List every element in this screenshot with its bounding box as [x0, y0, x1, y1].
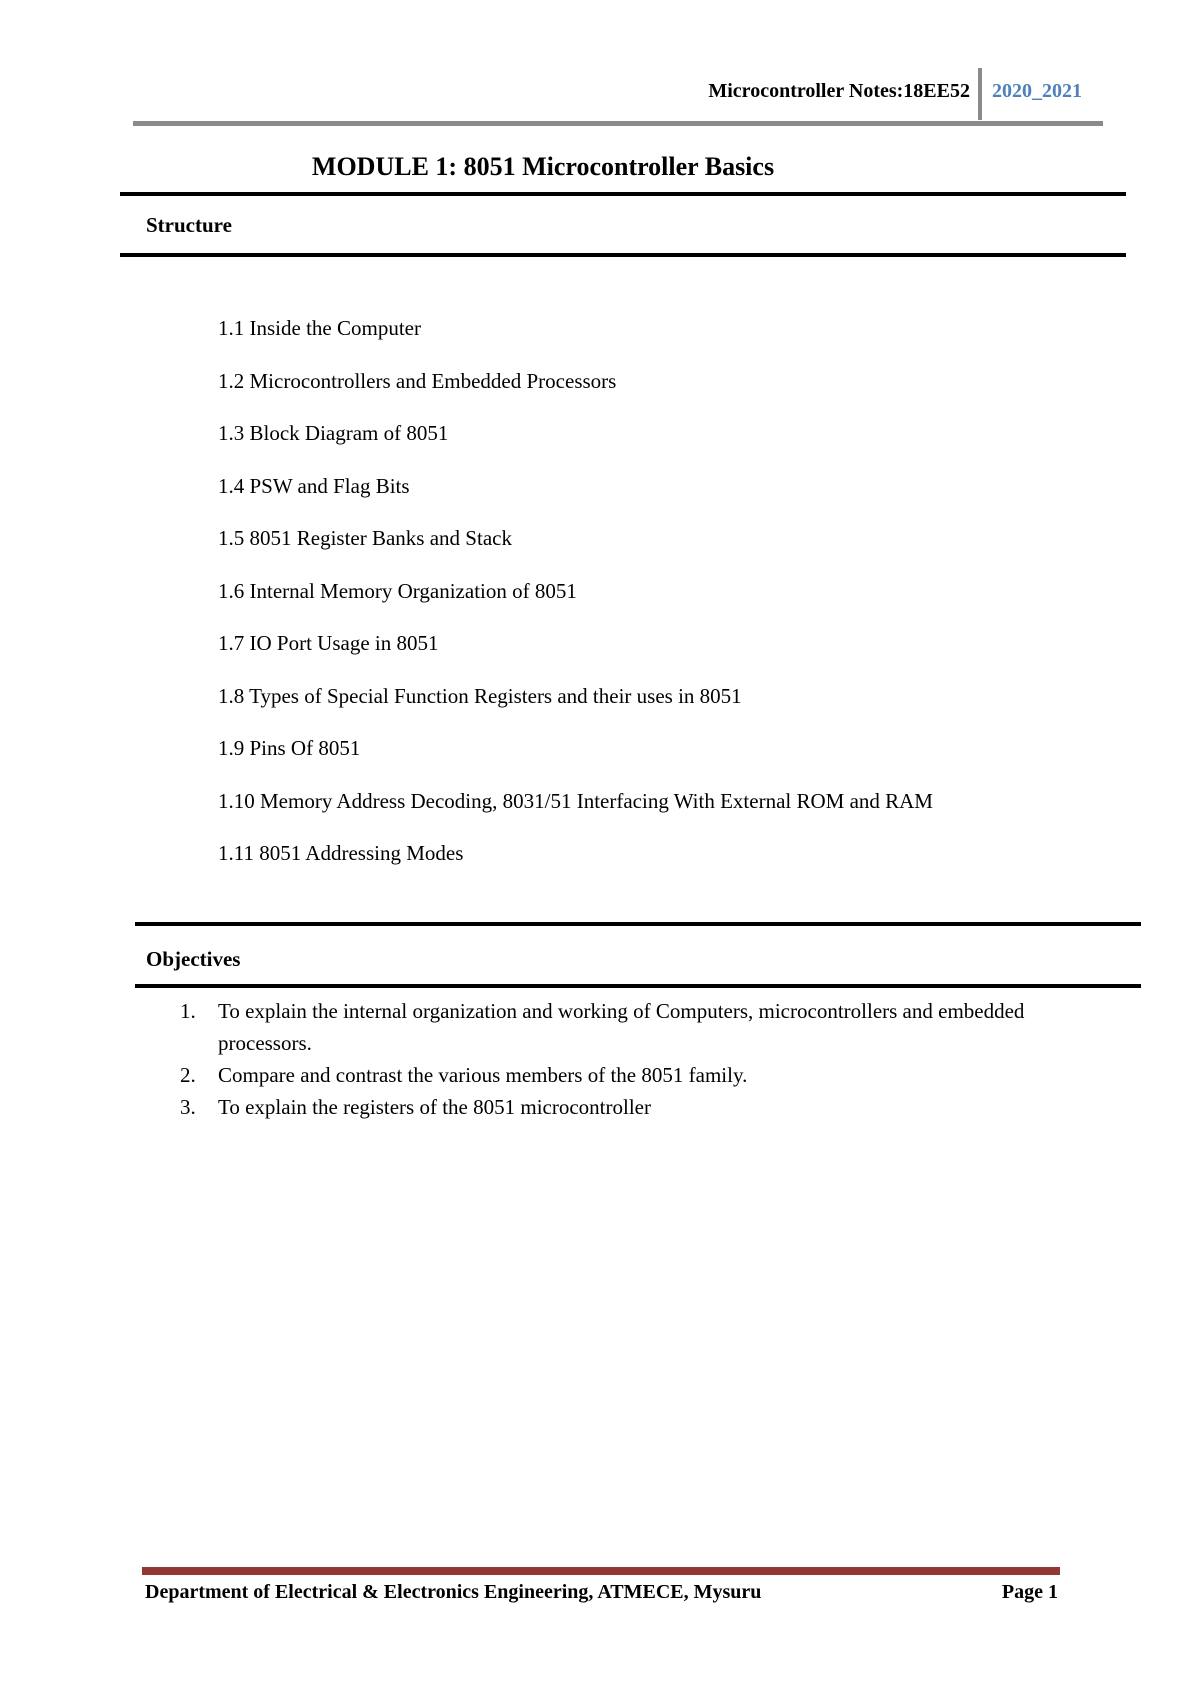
structure-item: 1.11 8051 Addressing Modes	[218, 841, 464, 865]
objectives-list	[180, 995, 1080, 1123]
objective-item	[180, 1091, 1080, 1123]
structure-item: 1.9 Pins Of 8051	[218, 736, 361, 760]
footer-department: Department of Electrical & Electronics Engineering, ATMECE, Mysuru	[145, 1581, 762, 1603]
structure-rule	[120, 253, 1126, 257]
structure-item: 1.5 8051 Register Banks and Stack	[218, 526, 512, 550]
objective-number: 2.	[180, 1063, 196, 1087]
objectives-top-rule	[135, 922, 1141, 926]
structure-item: 1.4 PSW and Flag Bits	[218, 473, 410, 498]
objective-text: Compare and contrast the various members of the 8051 family.	[218, 1063, 748, 1087]
title-rule	[120, 192, 1126, 196]
structure-item: 1.3 Block Diagram of 8051	[218, 421, 449, 445]
objectives-rule	[135, 984, 1141, 988]
objective-text: To explain the registers of the 8051 microcontroller	[218, 1095, 651, 1119]
objective-text: To explain the internal organization and working of Computers, microcontrollers and embedded processors.	[218, 999, 1025, 1055]
footer-page-number: Page 1	[1001, 1581, 1058, 1603]
structure-item: 1.7 IO Port Usage in 8051	[218, 631, 439, 655]
structure-item: 1.2 Microcontrollers and Embedded Processors	[218, 368, 617, 393]
header-divider	[978, 68, 982, 120]
header-rule	[133, 121, 1103, 126]
objective-item	[180, 1059, 1080, 1091]
objective-number: 3.	[180, 1095, 196, 1119]
objective-number: 1.	[180, 999, 196, 1023]
structure-item: 1.6 Internal Memory Organization of 8051	[218, 578, 577, 603]
structure-list	[218, 314, 933, 892]
module-title: MODULE 1: 8051 Microcontroller Basics	[311, 152, 775, 181]
header-title: Microcontroller Notes:18EE52	[708, 80, 970, 102]
structure-heading: Structure	[146, 213, 232, 237]
structure-item: 1.8 Types of Special Function Registers and their uses in 8051	[218, 683, 742, 708]
header-year: 2020_2021	[992, 80, 1082, 102]
structure-item: 1.10 Memory Address Decoding, 8031/51 Interfacing With External ROM and RAM	[218, 788, 933, 813]
objective-item	[180, 995, 1080, 1059]
footer-rule	[142, 1567, 1060, 1575]
objectives-heading: Objectives	[146, 947, 241, 971]
structure-item: 1.1 Inside the Computer	[218, 316, 421, 340]
